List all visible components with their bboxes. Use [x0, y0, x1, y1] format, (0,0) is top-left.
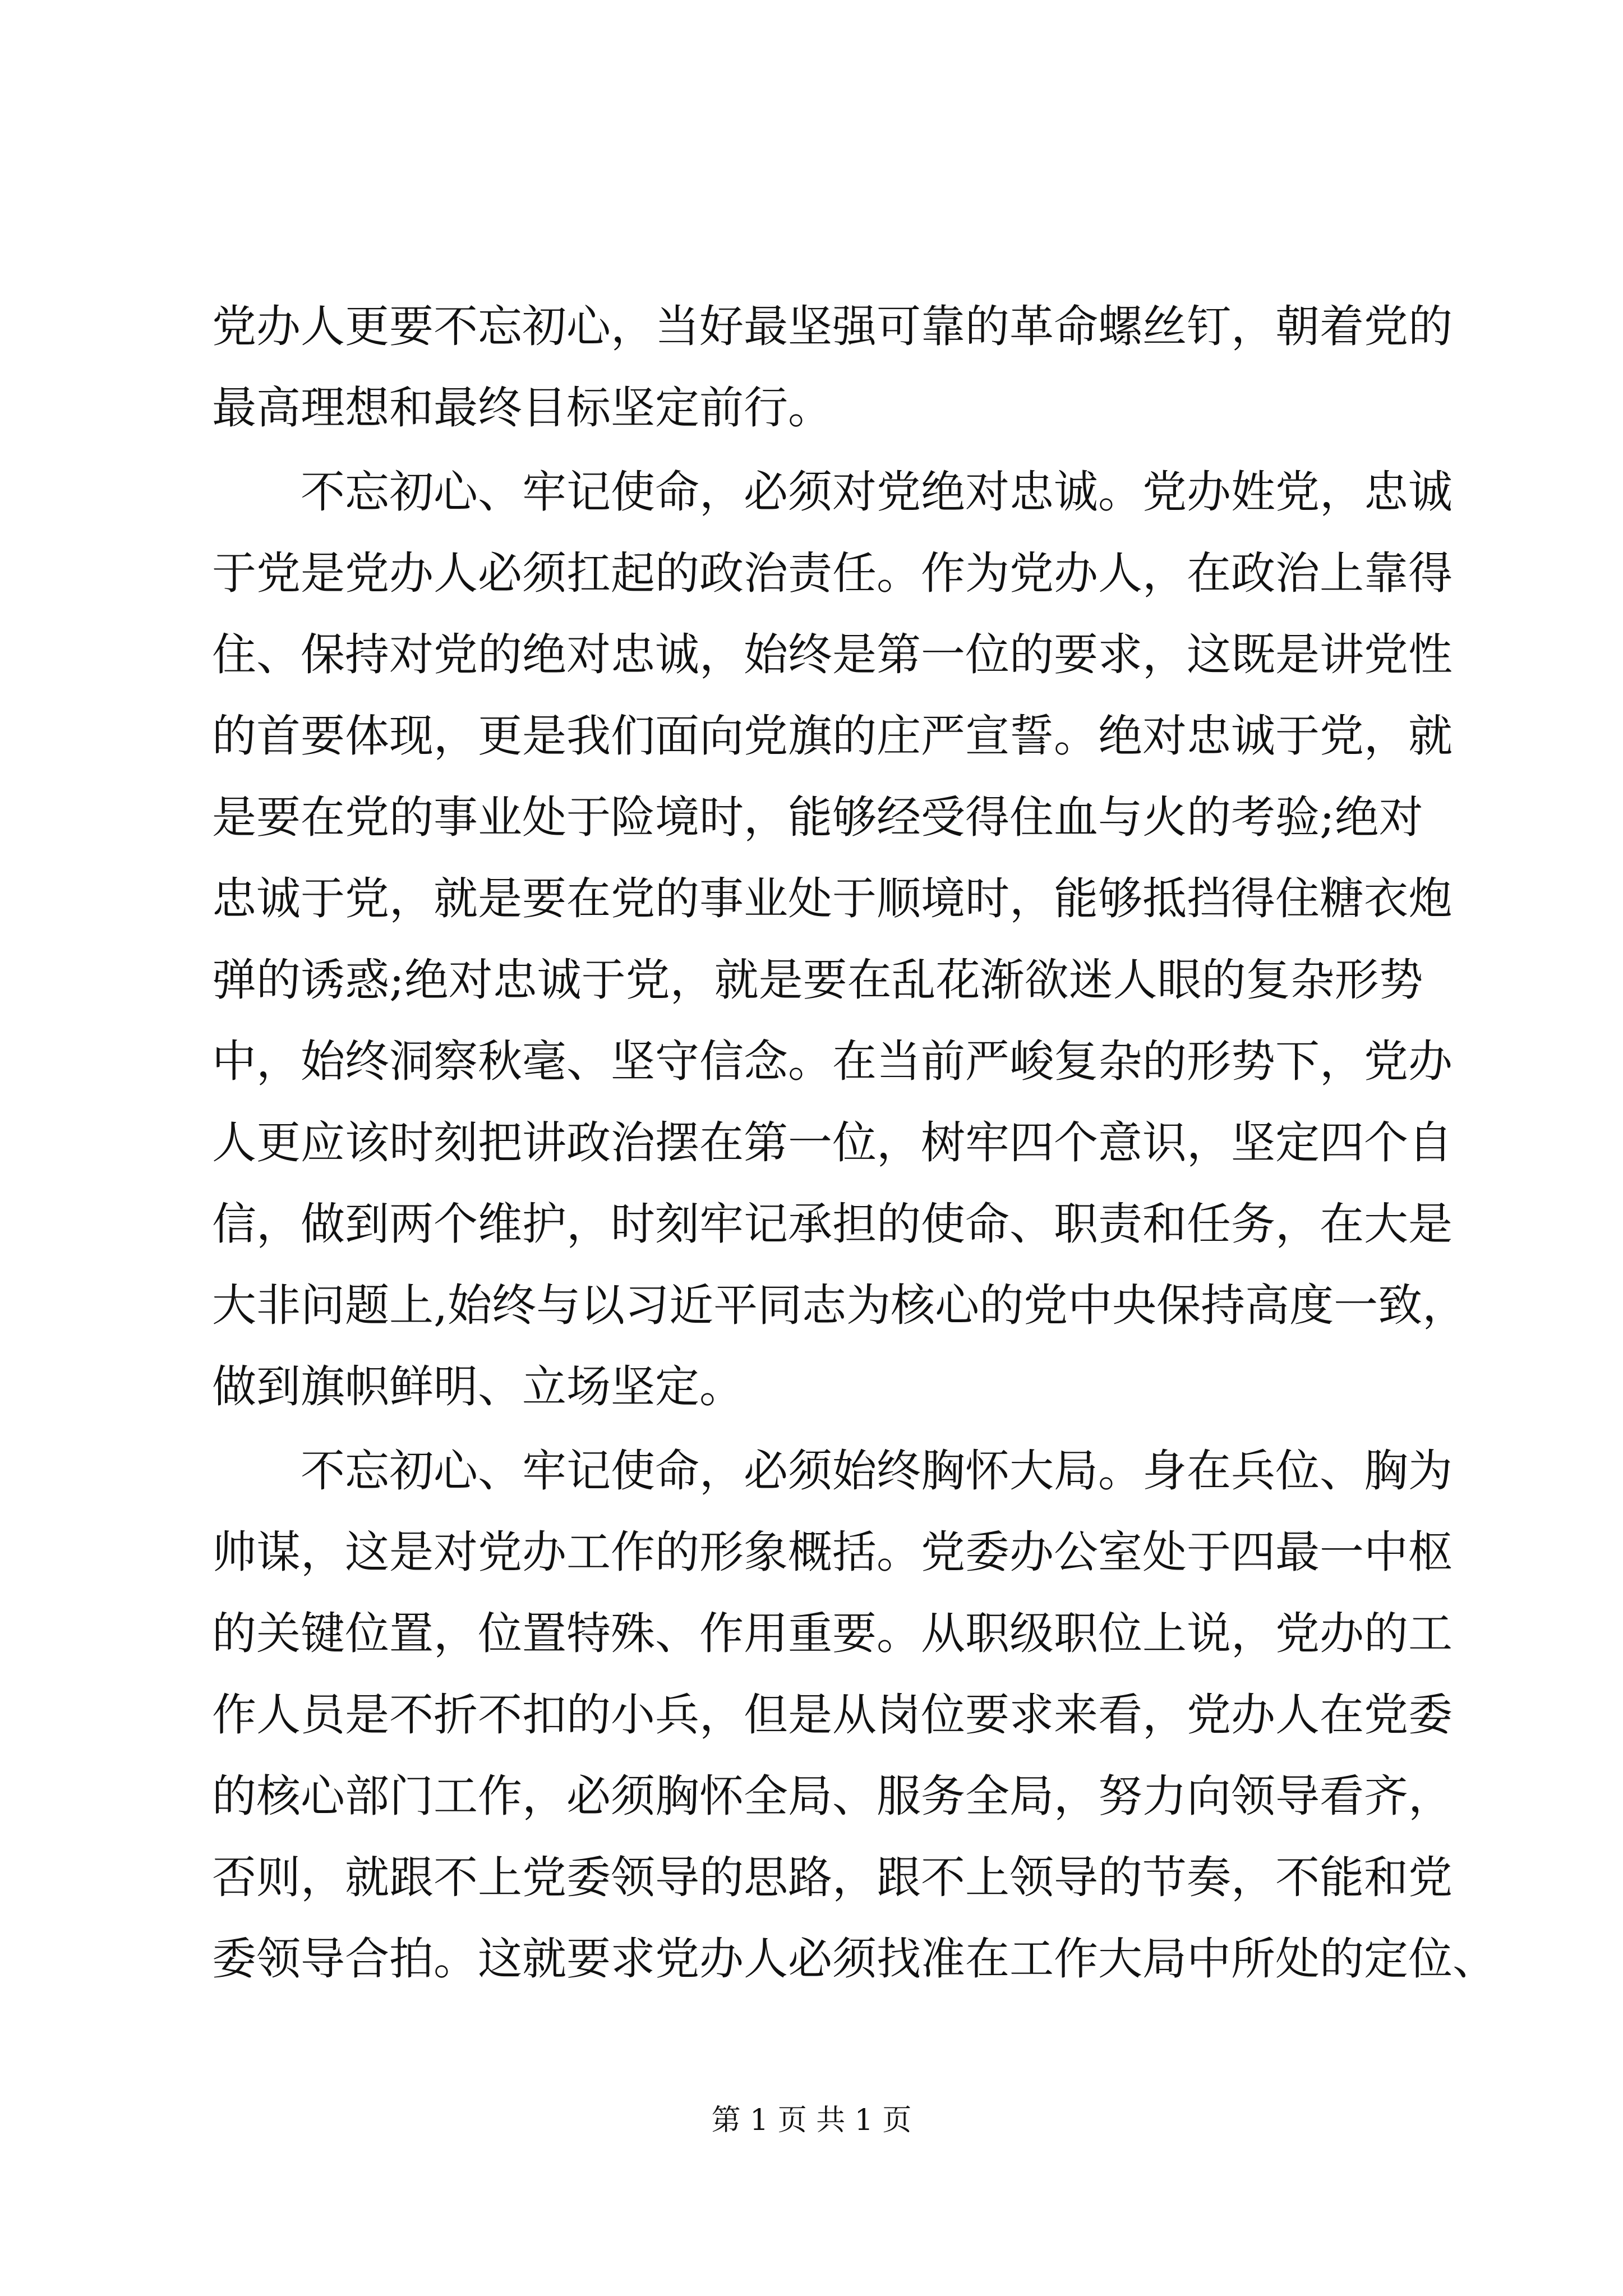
text-line: 的关键位置，位置特殊、作用重要。从职级职位上说，党办的工 [212, 1608, 1453, 1659]
text-line: 不忘初心、牢记使命，必须始终胸怀大局。身在兵位、胸为 [301, 1445, 1453, 1497]
text-line: 于党是党办人必须扛起的政治责任。作为党办人，在政治上靠得 [212, 547, 1453, 599]
text-line: 的核心部门工作，必须胸怀全局、服务全局，努力向领导看齐， [212, 1770, 1453, 1822]
page-number-footer: 第 1 页 共 1 页 [711, 2104, 912, 2137]
text-line: 最高理想和最终目标坚定前行。 [212, 382, 832, 434]
text-line: 住、保持对党的绝对忠诚，始终是第一位的要求，这既是讲党性 [212, 629, 1453, 680]
text-line: 否则，就跟不上党委领导的思路，跟不上领导的节奏，不能和党 [212, 1852, 1453, 1903]
text-line: 的首要体现，更是我们面向党旗的庄严宣誓。绝对忠诚于党，就 [212, 710, 1453, 762]
text-line: 忠诚于党，就是要在党的事业处于顺境时，能够抵挡得住糖衣炮 [212, 873, 1453, 924]
text-line: 帅谋，这是对党办工作的形象概括。党委办公室处于四最一中枢 [212, 1526, 1453, 1578]
text-line: 不忘初心、牢记使命，必须对党绝对忠诚。党办姓党，忠诚 [301, 466, 1453, 518]
text-line: 信，做到两个维护，时刻牢记承担的使命、职责和任务，在大是 [212, 1198, 1453, 1250]
text-line: 是要在党的事业处于险境时，能够经受得住血与火的考验;绝对 [212, 792, 1423, 843]
text-line: 弹的诱惑;绝对忠诚于党，就是要在乱花渐欲迷人眼的复杂形势 [212, 954, 1423, 1006]
text-line: 作人员是不折不扣的小兵，但是从岗位要求来看，党办人在党委 [212, 1689, 1453, 1741]
text-line: 委领导合拍。这就要求党办人必须找准在工作大局中所处的定位、 [212, 1933, 1497, 1985]
text-line: 做到旗帜鲜明、立场坚定。 [212, 1361, 744, 1412]
text-line: 人更应该时刻把讲政治摆在第一位，树牢四个意识，坚定四个自 [212, 1117, 1453, 1168]
text-line: 中，始终洞察秋毫、坚守信念。在当前严峻复杂的形势下，党办 [212, 1036, 1453, 1087]
text-line: 党办人更要不忘初心，当好最坚强可靠的革命螺丝钉，朝着党的 [212, 301, 1453, 352]
text-line: 大非问题上,始终与以习近平同志为核心的党中央保持高度一致， [212, 1280, 1467, 1331]
